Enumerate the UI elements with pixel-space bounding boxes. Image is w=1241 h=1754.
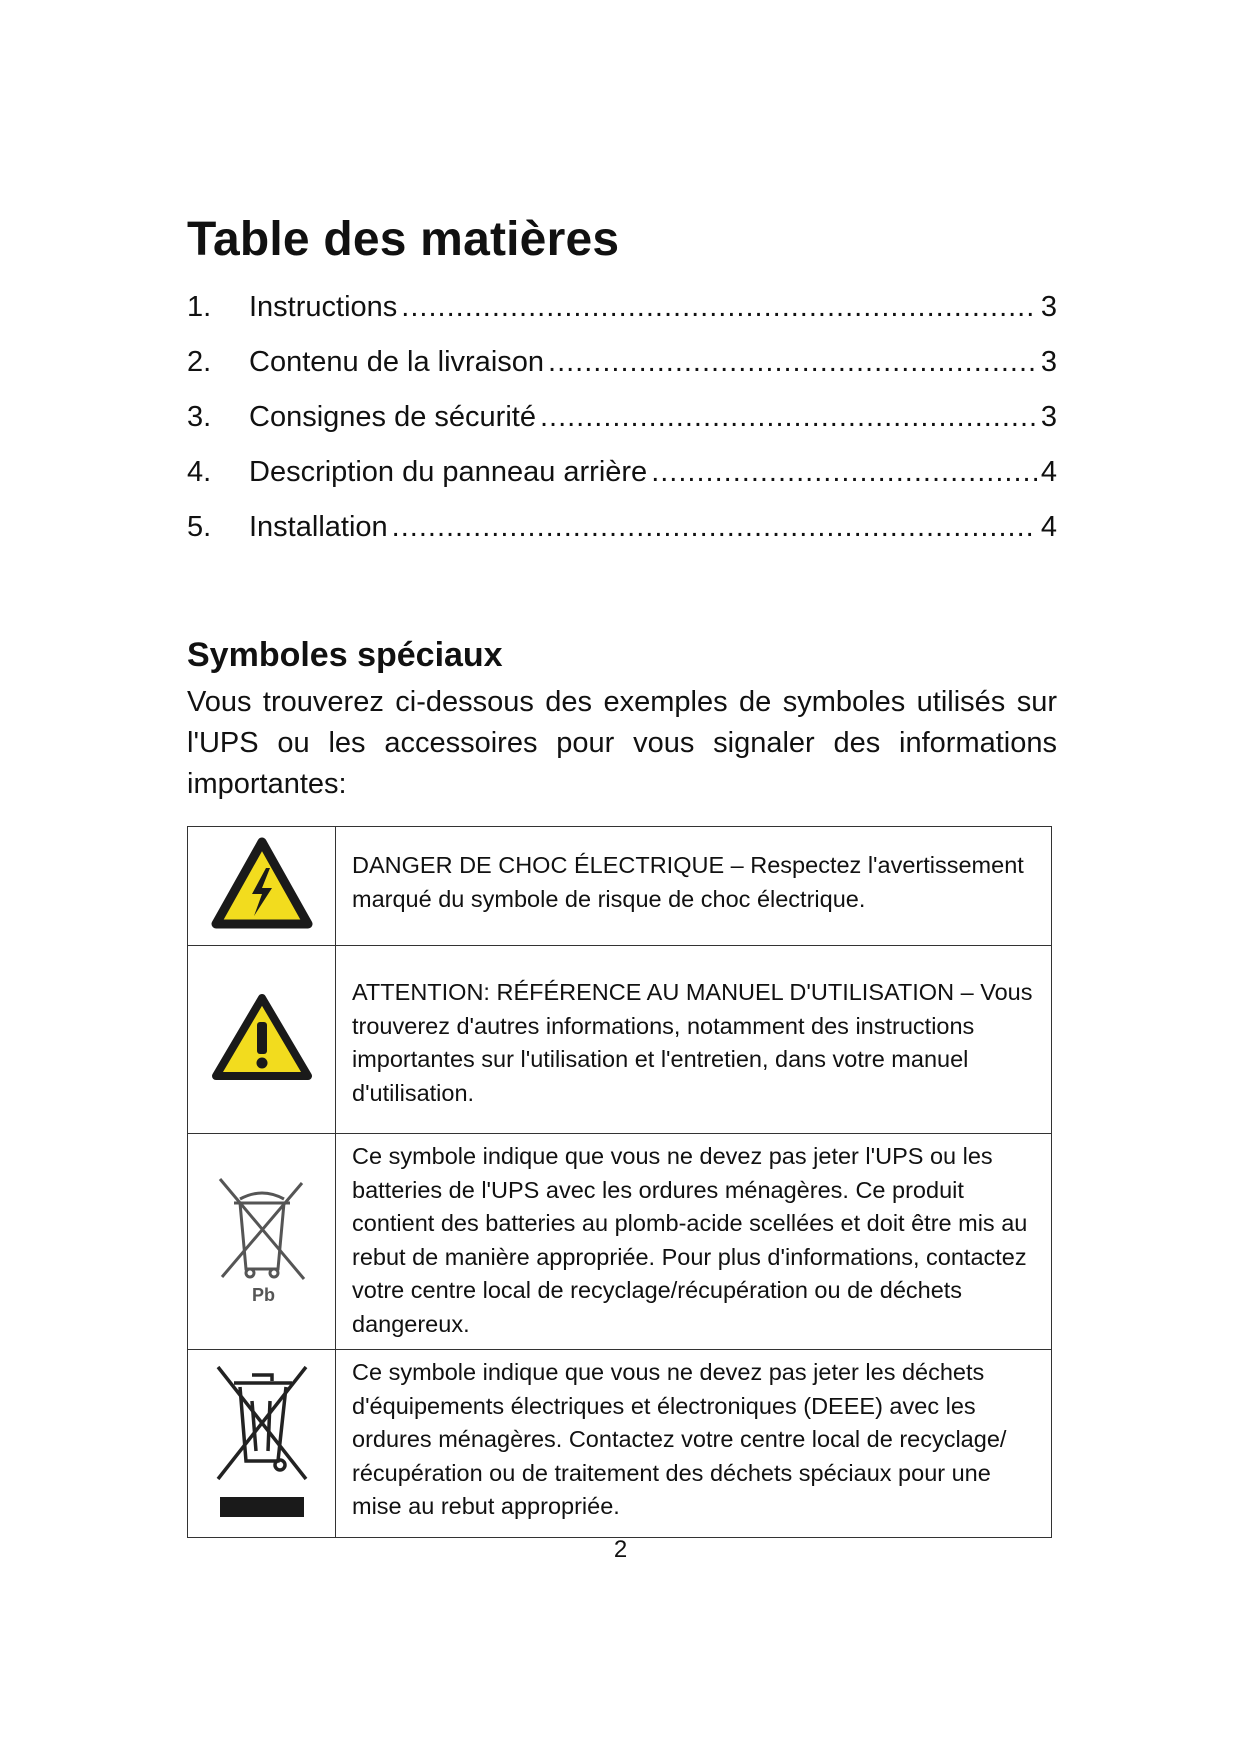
toc-dot-leader	[651, 445, 1037, 500]
toc-entry[interactable]	[187, 445, 1057, 500]
electric-shock-warning-icon	[210, 836, 314, 932]
crossed-bin-pb-icon	[212, 1169, 312, 1309]
toc-entry[interactable]	[187, 335, 1057, 390]
section-title: Symboles spéciaux	[187, 636, 503, 674]
toc-entry-page: 3	[1040, 401, 1057, 433]
toc-dot-leader	[401, 280, 1037, 335]
symbol-icon-cell	[188, 1134, 336, 1350]
pb-label: Pb	[251, 1285, 275, 1305]
symbol-description: Ce symbole indique que vous ne devez pas jeter l'UPS ou les batteries de l'UPS avec les ordures ménagères. Ce produit contient des batteries au plomb-acide scellées et doit être mis au rebut de manière appropriée. Pour plus d'informations, contactez votre centre local de recyclage/récupération ou de déchets dangereux.	[336, 1134, 1052, 1350]
symbols-table	[187, 826, 1052, 1538]
toc-dot-leader	[540, 390, 1037, 445]
toc-entry-number: 4.	[187, 456, 212, 488]
toc-entry-page: 4	[1040, 456, 1057, 488]
table-row	[188, 946, 1052, 1134]
toc-entry-page: 3	[1040, 346, 1057, 378]
symbol-icon-cell	[188, 946, 336, 1134]
toc-entry-label: Installation	[249, 511, 388, 543]
toc-dot-leader	[548, 335, 1037, 390]
symbol-description: ATTENTION: RÉFÉRENCE AU MANUEL D'UTILISATION – Vous trouverez d'autres informations, notamment des instructions importantes sur l'utilisation et l'entretien, dans votre manuel d'utilisation.	[336, 946, 1052, 1134]
exclamation-warning-icon	[210, 992, 314, 1082]
table-row	[188, 827, 1052, 946]
symbol-description: Ce symbole indique que vous ne devez pas jeter les déchets d'équipements électriques et électroniques (DEEE) avec les ordures ménagères. Contactez votre centre local de recyclage/ récupération ou de traitement des déchets spéciaux pour une mise au rebut appropriée.	[336, 1350, 1052, 1538]
toc-entry-label: Description du panneau arrière	[249, 456, 648, 488]
symbol-icon-cell	[188, 1350, 336, 1538]
toc-entry-number: 2.	[187, 346, 212, 378]
table-row	[188, 1350, 1052, 1538]
toc-entry-label: Instructions	[249, 291, 398, 323]
toc-entry-page: 3	[1040, 291, 1057, 323]
toc-entry-label: Consignes de sécurité	[249, 401, 536, 433]
toc-dot-leader	[392, 500, 1037, 555]
toc-entry-label: Contenu de la livraison	[249, 346, 545, 378]
toc-entry-number: 1.	[187, 291, 212, 323]
symbol-icon-cell	[188, 827, 336, 946]
intro-paragraph: Vous trouverez ci-dessous des exemples de symboles utilisés sur l'UPS ou les accessoires pour vous signaler des informations importantes:	[187, 686, 1057, 800]
toc-entry[interactable]	[187, 280, 1057, 335]
page-number: 2	[613, 1536, 628, 1563]
symbol-description: DANGER DE CHOC ÉLECTRIQUE – Respectez l'avertissement marqué du symbole de risque de choc électrique.	[336, 827, 1052, 946]
table-of-contents	[187, 280, 1057, 555]
toc-entry-number: 3.	[187, 401, 212, 433]
toc-entry[interactable]	[187, 390, 1057, 445]
toc-entry-number: 5.	[187, 511, 212, 543]
toc-entry[interactable]	[187, 500, 1057, 555]
table-row	[188, 1134, 1052, 1350]
toc-title: Table des matières	[187, 213, 620, 266]
weee-crossed-bin-icon	[212, 1361, 312, 1521]
toc-entry-page: 4	[1040, 511, 1057, 543]
